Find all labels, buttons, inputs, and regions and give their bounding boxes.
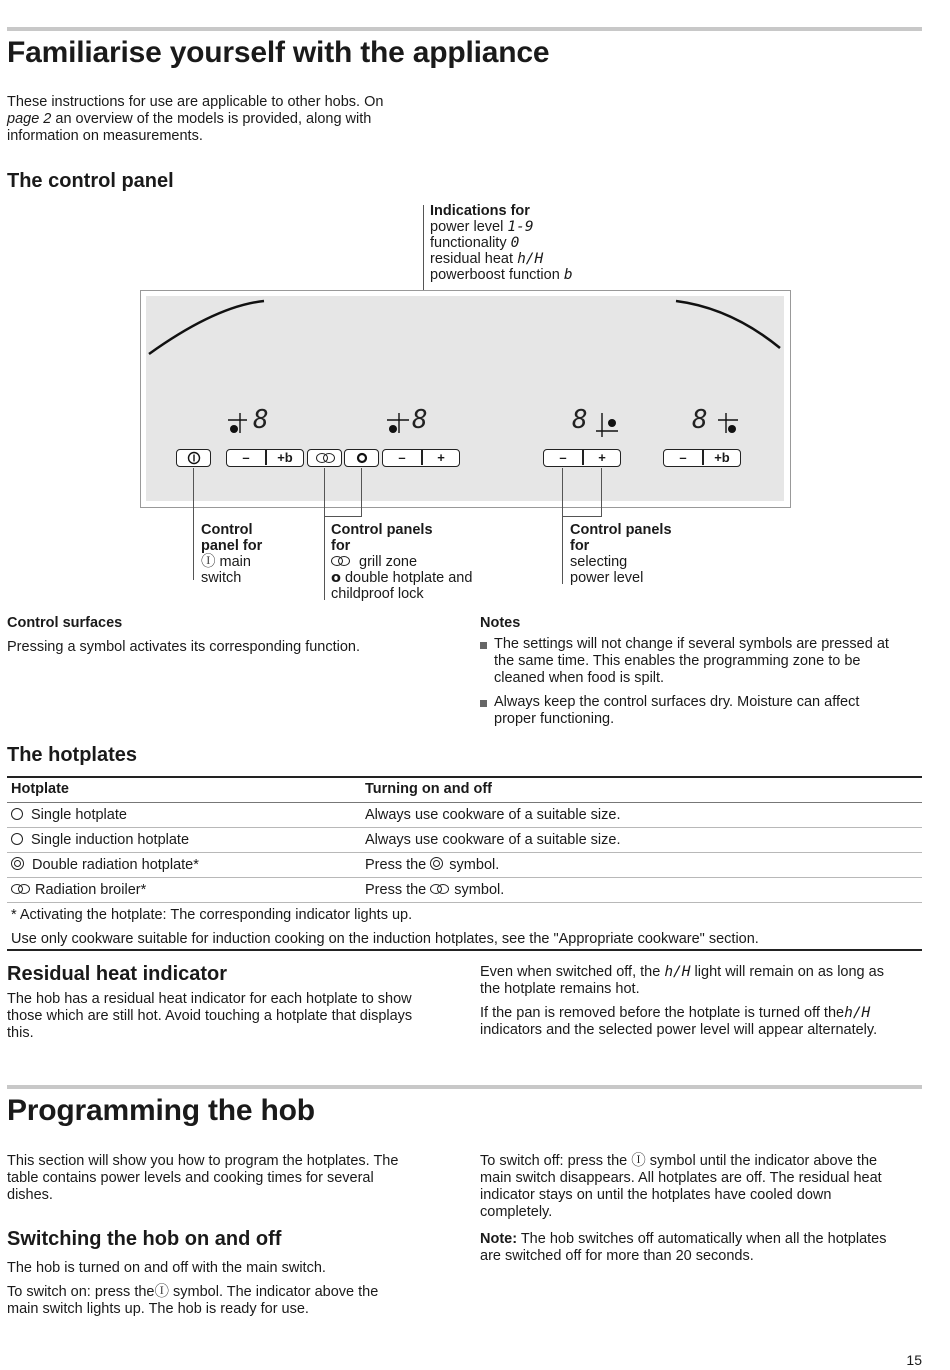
select-leader-left (562, 468, 563, 516)
page-title: Familiarise yourself with the appliance (7, 36, 550, 69)
column-header-hotplate: Hotplate (11, 781, 69, 797)
callout-select-power: Control panels for selecting power level (570, 522, 672, 586)
column-header-turning: Turning on and off (365, 781, 492, 797)
note-bullet-1 (480, 642, 487, 649)
indication-power-level: power level 1-9 (430, 219, 534, 235)
hotplates-heading: The hotplates (7, 744, 138, 766)
zones-leader-join (324, 516, 362, 517)
induction-hotplate-icon (11, 833, 23, 845)
indication-functionality: functionality 0 (430, 235, 520, 251)
switching-text-2: To switch on: press theⒾ symbol. The indicator above the main switch lights up. The hob is ready for use. (7, 1284, 379, 1317)
notes-heading: Notes (480, 615, 521, 631)
control-surfaces-text: Pressing a symbol activates its corresponding function. (7, 639, 361, 655)
programming-intro: This section will show you how to program the hotplates. The table contains power levels and cooking times for several dishes. (7, 1153, 399, 1203)
double-radiation-icon (430, 857, 443, 870)
broiler-icon (430, 884, 448, 894)
zone-3-plus-button[interactable]: + (598, 450, 606, 465)
intro-line-3: information on measurements. (7, 128, 203, 144)
table-note-row: Use only cookware suitable for induction cooking on the induction hotplates, see the "Appropriate cookware" section. (7, 927, 922, 951)
grill-icon (331, 556, 349, 566)
zone-4-control (663, 449, 741, 467)
intro-line-2-text: an overview of the models is provided, along with (51, 111, 372, 127)
callout-control-zones: Control panels for grill zone o double hotplate and childproof lock (331, 522, 473, 602)
display-digit-zone-2: 8 (412, 405, 428, 435)
page-reference[interactable]: page 2 (7, 111, 52, 127)
double-hotplate-button[interactable] (344, 449, 379, 467)
display-digit-zone-4: 8 (692, 405, 708, 435)
double-hotplate-icon (356, 452, 368, 464)
indicator-marks (141, 291, 792, 509)
indication-powerboost: powerboost function b (430, 267, 573, 283)
broiler-icon (11, 884, 29, 894)
zone-1-plus-boost-button[interactable]: +b (277, 450, 293, 465)
double-leader (361, 468, 362, 516)
main-switch-leader (193, 468, 194, 580)
table-row: Double radiation hotplate* Press the symbol. (7, 853, 922, 878)
zone-2-minus-button[interactable]: – (398, 450, 406, 465)
zone-4-plus-boost-button[interactable]: +b (714, 450, 730, 465)
table-row: Single induction hotplate Always use cookware of a suitable size. (7, 828, 922, 853)
programming-title: Programming the hob (7, 1094, 315, 1127)
switching-heading: Switching the hob on and off (7, 1228, 282, 1250)
indications-title: Indications for (430, 203, 530, 219)
intro-line-1: These instructions for use are applicable to other hobs. On (7, 94, 384, 110)
residual-left-text: The hob has a residual heat indicator for each hotplate to show those which are still hot. Avoid touching a hotplate that displays this. (7, 991, 413, 1041)
top-rule (7, 27, 922, 31)
callout-main-switch: Control panel for Ⓘ main switch (201, 522, 263, 586)
power-icon (187, 451, 201, 465)
note-2: Always keep the control surfaces dry. Moisture can affect proper functioning. (494, 694, 860, 727)
display-digit-zone-1: 8 (253, 405, 269, 435)
residual-right-text-2: If the pan is removed before the hotplate is turned off theh/H indicators and the selected power level will appear alternately. (480, 1005, 878, 1038)
control-panel-heading: The control panel (7, 170, 174, 192)
residual-right-text-1: Even when switched off, the h/H light will remain on as long as the hotplate remains hot. (480, 964, 884, 997)
table-footnote-row: * Activating the hotplate: The corresponding indicator lights up. (11, 907, 413, 923)
select-leader-right (601, 468, 602, 516)
zone-4-minus-button[interactable]: – (679, 450, 687, 465)
indications-callout (430, 203, 573, 283)
note-1: The settings will not change if several symbols are pressed at the same time. This enables the programming zone to be cleaned when food is spilt. (494, 636, 889, 686)
grill-leader (324, 468, 325, 600)
double-hotplate-icon: o (331, 570, 341, 586)
double-radiation-icon (11, 857, 24, 870)
table-row: Radiation broiler* Press the symbol. (7, 878, 922, 903)
table-header-row (7, 778, 922, 803)
zone-2-control (382, 449, 460, 467)
power-icon: Ⓘ (201, 554, 216, 570)
zone-1-minus-button[interactable]: – (242, 450, 250, 465)
grill-zone-icon (316, 453, 334, 463)
select-leader-join (562, 516, 602, 517)
zone-2-plus-button[interactable]: + (437, 450, 445, 465)
auto-off-note: Note: The hob switches off automatically when all the hotplates are switched off for more than 20 seconds. (480, 1231, 887, 1264)
indication-residual-heat: residual heat h/H (430, 251, 544, 267)
intro-paragraph (7, 94, 383, 145)
page-number: 15 (906, 1352, 922, 1368)
single-hotplate-icon (11, 808, 23, 820)
switch-off-text: To switch off: press the Ⓘ symbol until the indicator above the main switch disappears. All hotplates are off. The residual heat indicator stays on until the hotplates have cooled down completely. (480, 1153, 882, 1220)
table-row: Single hotplate Always use cookware of a suitable size. (7, 803, 922, 828)
zone-1-control (226, 449, 304, 467)
display-digit-zone-3: 8 (572, 405, 588, 435)
residual-heading: Residual heat indicator (7, 963, 228, 985)
grill-zone-button[interactable] (307, 449, 342, 467)
power-icon: Ⓘ (631, 1153, 646, 1169)
control-surfaces-heading: Control surfaces (7, 615, 123, 631)
main-switch-button[interactable] (176, 449, 211, 467)
switching-text-1: The hob is turned on and off with the main switch. (7, 1260, 326, 1276)
control-panel-illustration (140, 290, 791, 508)
power-icon: Ⓘ (154, 1284, 169, 1300)
zone-3-control (543, 449, 621, 467)
note-bullet-2 (480, 700, 487, 707)
zone-3-minus-button[interactable]: – (559, 450, 567, 465)
intro-line-2 (7, 111, 383, 128)
select-leader-down (562, 516, 563, 584)
section-rule (7, 1085, 922, 1089)
